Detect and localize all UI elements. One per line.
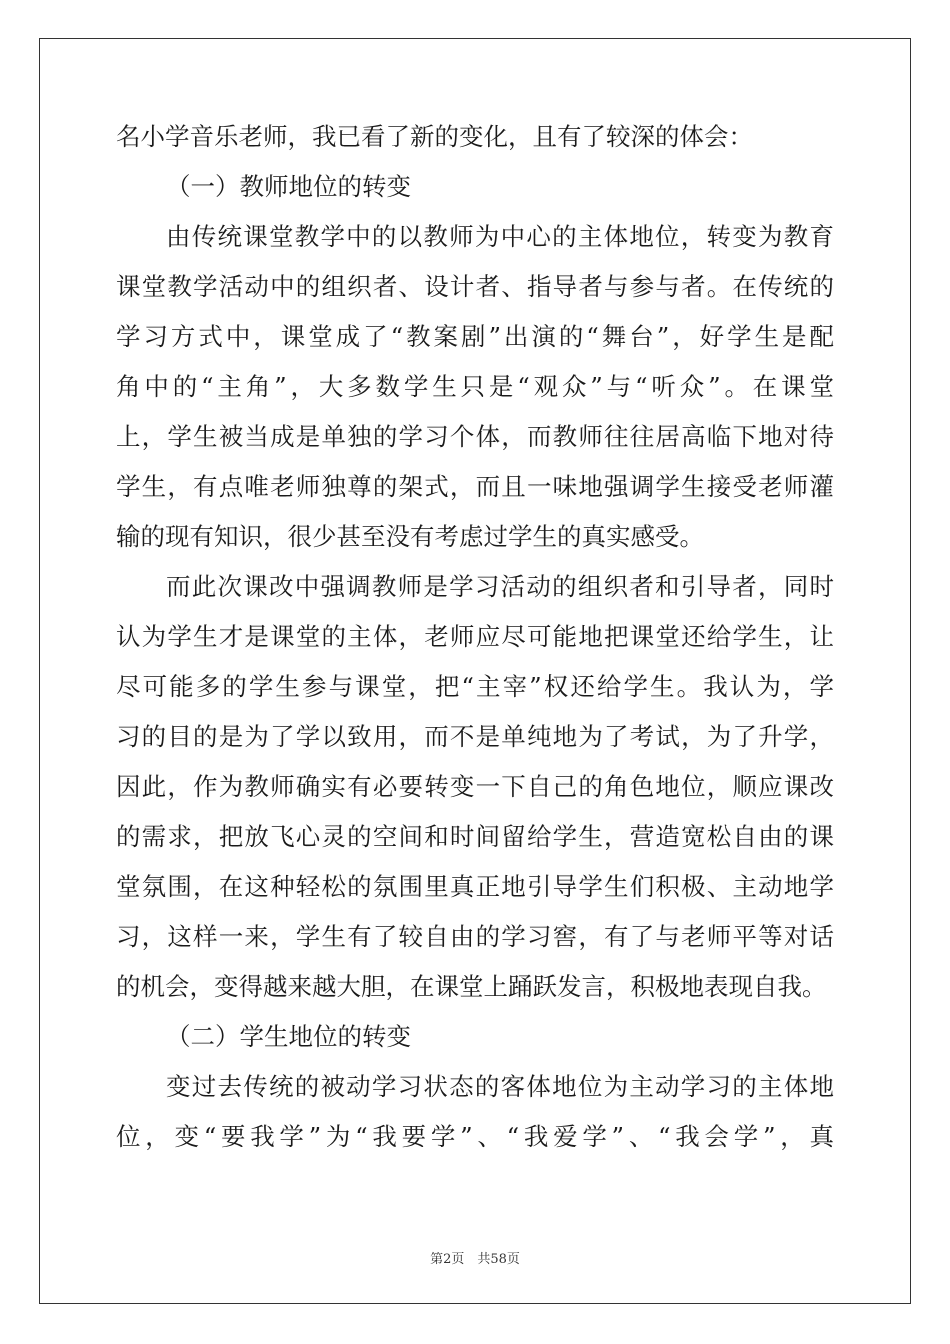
body-line: 上，学生被当成是单独的学习个体，而教师往往居高临下地对待	[116, 422, 834, 451]
body-line: 习，这样一来，学生有了较自由的学习窖，有了与老师平等对话	[116, 922, 834, 951]
paragraph-first-line: 而此次课改中强调教师是学习活动的组织者和引导者，同时	[166, 572, 834, 601]
section-heading: （一）教师地位的转变	[166, 172, 411, 201]
body-line: 位，变“要我学”为“我要学”、“我爱学”、“我会学”，真	[116, 1122, 834, 1151]
body-line: 输的现有知识，很少甚至没有考虑过学生的真实感受。	[116, 522, 704, 551]
body-line: 角中的“主角”，大多数学生只是“观众”与“听众”。在课堂	[116, 372, 834, 401]
body-line: 的需求，把放飞心灵的空间和时间留给学生，营造宽松自由的课	[116, 822, 834, 851]
body-line: 课堂教学活动中的组织者、设计者、指导者与参与者。在传统的	[116, 272, 834, 301]
body-line: 堂氛围，在这种轻松的氛围里真正地引导学生们积极、主动地学	[116, 872, 834, 901]
section-heading: （二）学生地位的转变	[166, 1022, 411, 1051]
body-line: 认为学生才是课堂的主体，老师应尽可能地把课堂还给学生，让	[116, 622, 834, 651]
body-line: 的机会，变得越来越大胆，在课堂上踊跃发言，积极地表现自我。	[116, 972, 827, 1001]
body-line: 名小学音乐老师，我已看了新的变化，且有了较深的体会：	[116, 122, 753, 151]
paragraph-first-line: 变过去传统的被动学习状态的客体地位为主动学习的主体地	[166, 1072, 834, 1101]
body-line: 尽可能多的学生参与课堂，把“主宰”权还给学生。我认为，学	[116, 672, 834, 701]
body-line: 因此，作为教师确实有必要转变一下自己的角色地位，顺应课改	[116, 772, 834, 801]
body-line: 学生，有点唯老师独尊的架式，而且一味地强调学生接受老师灌	[116, 472, 834, 501]
page-number: 第2页 共58页	[430, 1252, 520, 1267]
document-body	[116, 112, 834, 1162]
body-line: 习的目的是为了学以致用，而不是单纯地为了考试，为了升学，	[116, 722, 834, 751]
body-line: 学习方式中，课堂成了“教案剧”出演的“舞台”，好学生是配	[116, 322, 834, 351]
paragraph-first-line: 由传统课堂教学中的以教师为中心的主体地位，转变为教育	[166, 222, 834, 251]
